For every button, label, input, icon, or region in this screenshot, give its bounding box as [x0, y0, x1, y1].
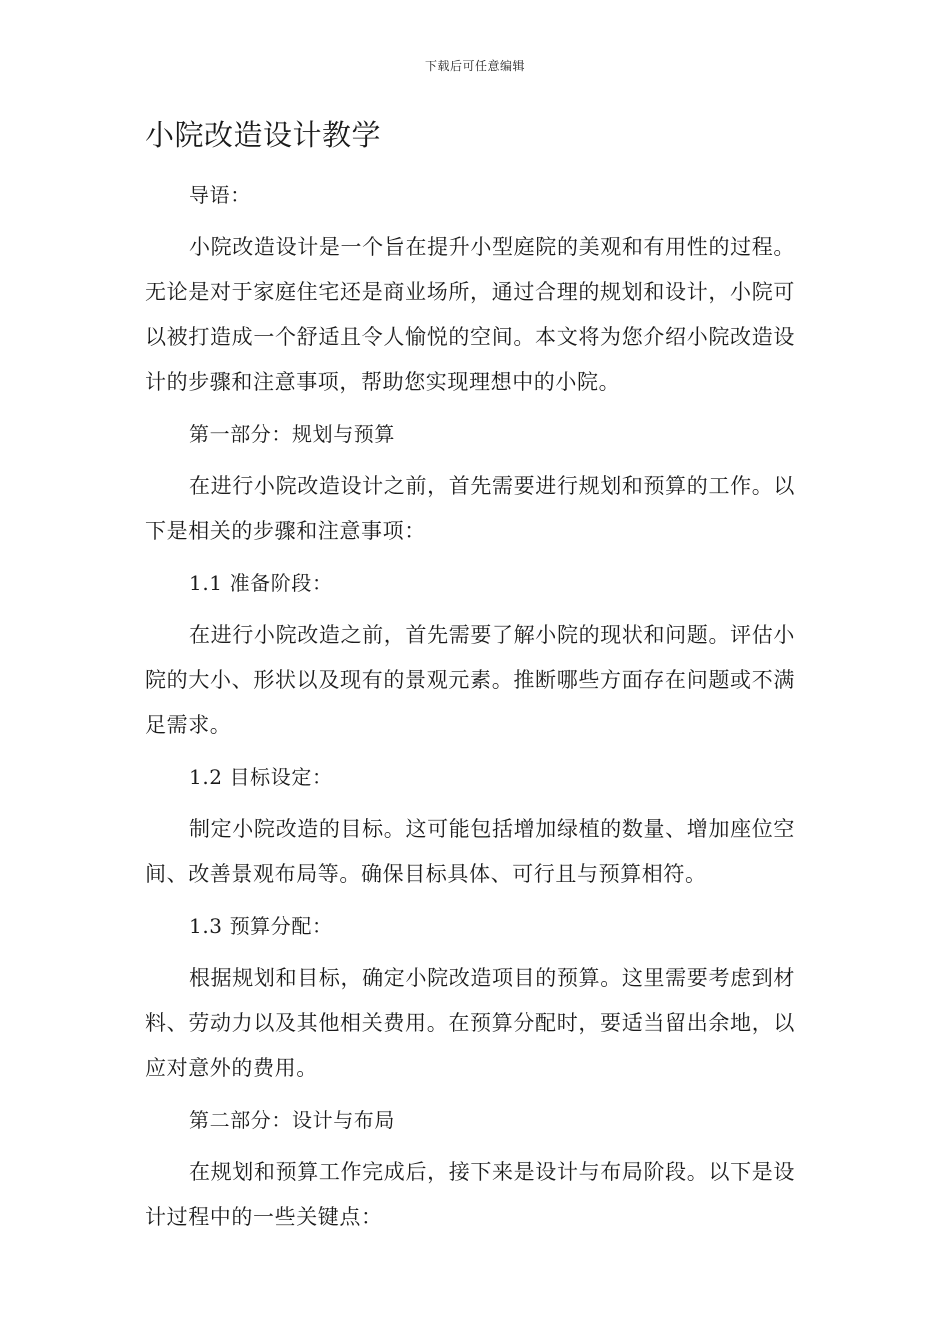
subsection-1-2-paragraph: 制定小院改造的目标。这可能包括增加绿植的数量、增加座位空间、改善景观布局等。确保目标具体、可行且与预算相符。 — [145, 817, 795, 886]
subsection-1-1-paragraph: 在进行小院改造之前，首先需要了解小院的现状和问题。评估小院的大小、形状以及现有的景观元素。推断哪些方面存在问题或不满足需求。 — [145, 623, 795, 737]
intro-label: 导语： — [189, 183, 251, 207]
part-one-intro-paragraph: 在进行小院改造设计之前，首先需要进行规划和预算的工作。以下是相关的步骤和注意事项： — [145, 474, 795, 543]
subsection-heading-1-3: 1.3 预算分配： — [189, 914, 333, 938]
subsection-heading-1-1: 1.1 准备阶段： — [189, 571, 333, 595]
section-heading-part-one: 第一部分：规划与预算 — [189, 422, 395, 446]
document-body — [145, 113, 795, 1247]
document-title: 小院改造设计教学 — [145, 118, 382, 152]
subsection-1-3-paragraph: 根据规划和目标，确定小院改造项目的预算。这里需要考虑到材料、劳动力以及其他相关费用。在预算分配时，要适当留出余地，以应对意外的费用。 — [145, 966, 795, 1080]
part-two-intro-paragraph: 在规划和预算工作完成后，接下来是设计与布局阶段。以下是设计过程中的一些关键点： — [145, 1160, 795, 1229]
subsection-heading-1-2: 1.2 目标设定： — [189, 765, 333, 789]
header-note: 下载后可任意编辑 — [424, 59, 525, 73]
intro-paragraph: 小院改造设计是一个旨在提升小型庭院的美观和有用性的过程。无论是对于家庭住宅还是商业场所，通过合理的规划和设计，小院可以被打造成一个舒适且令人愉悦的空间。本文将为您介绍小院改造设计的步骤和注意事项，帮助您实现理想中的小院。 — [145, 235, 795, 394]
section-heading-part-two: 第二部分：设计与布局 — [189, 1108, 395, 1132]
